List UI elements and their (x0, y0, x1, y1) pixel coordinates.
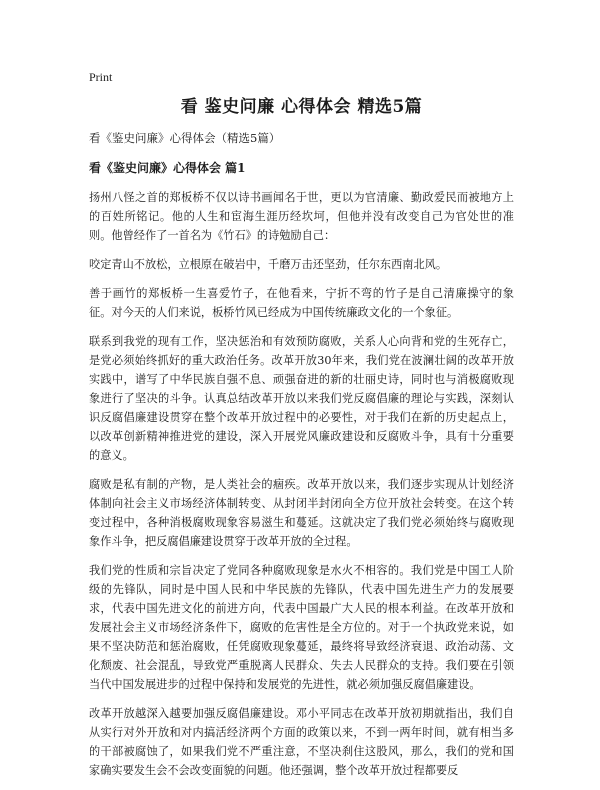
page-title: 看 鉴史问廉 心得体会 精选5篇 (180, 97, 423, 117)
document-subtitle: 看《鉴史问廉》心得体会（精选5篇） (89, 131, 281, 145)
paragraph-7: 改革开放越深入越要加强反腐倡廉建设。邓小平同志在改革开放初期就指出，我们自从实行对外开放和对内搞活经济两个方面的政策以来，不到一两年时间，就有相当多的干部被腐蚀了，如果我们党不严重注意，不坚决刹住这股风，那么，我们的党和国家确实要发生会不会改变面貌的问题。他还强调，整个改革开放过程都要反 (89, 707, 514, 777)
print-label[interactable]: Print (89, 70, 113, 84)
paragraph-poem: 咬定青山不放松，立根原在破岩中，千磨万击还坚劲，任尔东西南北风。 (89, 258, 448, 271)
paragraph-3: 善于画竹的郑板桥一生喜爱竹子，在他看来，宁折不弯的竹子是自己清廉操守的象征。对今天的人们来说，板桥竹风已经成为中国传统廉政文化的一个象征。 (89, 287, 514, 319)
paragraph-1: 扬州八怪之首的郑板桥不仅以诗书画闻名于世，更以为官清廉、勤政爱民而被地方上的百姓所铭记。他的人生和宦海生涯历经坎坷，但他并没有改变自己为官处世的准则。他曾经作了一首名为《竹石》的诗勉励自己： (89, 191, 514, 242)
paragraph-6: 我们党的性质和宗旨决定了党同各种腐败现象是水火不相容的。我们党是中国工人阶级的先锋队，同时是中国人民和中华民族的先锋队，代表中国先进生产力的发展要求，代表中国先进文化的前进方向，代表中国最广大人民的根本利益。在改革开放和发展社会主义市场经济条件下，腐败的危害性是全方位的。对于一个执政党来说，如果不坚决防范和惩治腐败，任凭腐败现象蔓延，最终将导致经济衰退、政治动荡、文化颓废、社会混乱，导致党严重脱离人民群众、失去人民群众的支持。我们要在引领当代中国发展进步的过程中保持和发展党的先进性，就必须加强反腐倡廉建设。 (89, 564, 514, 691)
paragraph-4: 联系到我党的现有工作，坚决惩治和有效预防腐败，关系人心向背和党的生死存亡，是党必须始终抓好的重大政治任务。改革开放30年来，我们党在波澜壮阔的改革开放实践中，谱写了中华民族自强不息、顽强奋进的新的壮丽史诗，同时也与消极腐败现象进行了坚决的斗争。认真总结改革开放以来我们党反腐倡廉的理论与实践，深刻认识反腐倡廉建设贯穿在整个改革开放过程中的必要性，对于我们在新的历史起点上，以改革创新精神推进党的建设，深入开展党风廉政建设和反腐败斗争，具有十分重要的意义。 (89, 335, 514, 462)
section-heading: 看《鉴史问廉》心得体会 篇1 (89, 161, 246, 175)
document-page (89, 70, 514, 790)
paragraph-5: 腐败是私有制的产物，是人类社会的痼疾。改革开放以来，我们逐步实现从计划经济体制向社会主义市场经济体制转变、从封闭半封闭向全方位开放社会转变。在这个转变过程中，各种消极腐败现象容易滋生和蔓延。这就决定了我们党必须始终与腐败现象作斗争，把反腐倡廉建设贯穿于改革开放的全过程。 (89, 478, 514, 548)
